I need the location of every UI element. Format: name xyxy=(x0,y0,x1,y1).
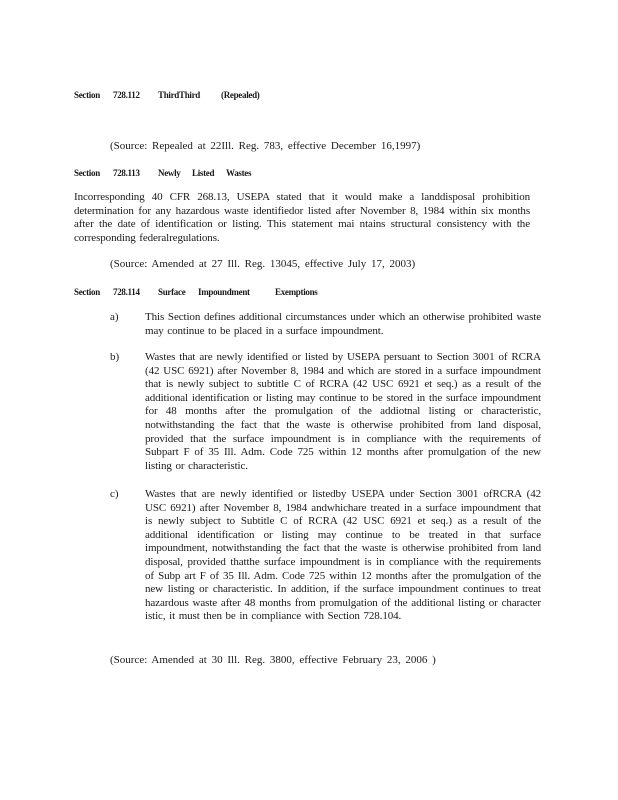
source-note-728-113: (Source: Amended at 27 Ill. Reg. 13045, effective July 17, 2003) xyxy=(110,258,416,270)
section-title-word: Listed xyxy=(192,168,215,178)
source-note-728-114: (Source: Amended at 30 Ill. Reg. 3800, effective February 23, 2006 ) xyxy=(110,654,436,666)
list-item-label: c) xyxy=(110,488,119,500)
list-item-label: a) xyxy=(110,311,119,323)
section-number: 728.114 xyxy=(113,287,140,297)
list-item-text: Wastes that are newly identified or listed by USEPA persuant to Section 3001 of RCRA (42 USC 6921) after November 8, 1984 and which are stored in a surface impoundment that is newly subject to subtitle C of RCRA (42 USC 6921 et seq.) as a result of the additional identification or listing may continue to be stored in the surface impoundment for 48 months after the promulgation of the addiotnal listing or characteristic, notwithstanding the fact that the waste is otherwise prohibited from land disposal, provided that the surface impoundment is in compliance with the requirements of Subpart F of 35 Ill. Adm. Code 725 within 12 months after promulgation of the new listing or characteristic. xyxy=(145,351,541,472)
section-number: 728.113 xyxy=(113,168,140,178)
source-note-728-112: (Source: Repealed at 22Ill. Reg. 783, effective December 16,1997) xyxy=(110,140,421,152)
section-title-word: Newly xyxy=(158,168,181,178)
section-label: Section xyxy=(74,168,100,178)
section-label: Section xyxy=(74,287,100,297)
section-label: Section xyxy=(74,90,100,100)
section-title-word: Surface xyxy=(158,287,186,297)
section-title-status: (Repealed) xyxy=(221,90,260,100)
section-title-word: Impoundment xyxy=(198,287,250,297)
list-item-text: This Section defines additional circumstances under which an otherwise prohibited waste may continue to be placed in a surface impoundment. xyxy=(145,311,541,337)
section-title-word: Exemptions xyxy=(275,287,318,297)
section-number: 728.112 xyxy=(113,90,140,100)
list-item-label: b) xyxy=(110,351,120,363)
list-item-text: Wastes that are newly identified or listedby USEPA under Section 3001 ofRCRA (42 USC 6921) after November 8, 1984 andwhichare treated in a surface impoundment that is newly subject to Subtitle C of RCRA (42 USC 6921 et seq.) as a result of the additional identification or listing may continue to be treated in that surface impoundment, notwithstanding the fact that the waste is otherwise prohibited from land disposal, provided thatthe surface impoundment is in compliance with the requirements of Subp art F of 35 Ill. Adm. Code 725 within 12 months after the promulgation of the new listing or characteristic. In addition, if the surface impoundment continues to treat hazardous waste after 48 months from promulgation of the additional listing or character istic, it must then be in compliance with Section 728.104. xyxy=(145,488,541,623)
section-title-word: Wastes xyxy=(226,168,252,178)
section-728-113-body: Incorresponding 40 CFR 268.13, USEPA stated that it would make a landdisposal prohibition determination for any hazardous waste identifiedor listed after November 8, 1984 within six months after the date of identification or listing. This statement mai ntains structural consistency with the corresponding federalregulations. xyxy=(74,191,530,244)
section-title: ThirdThird xyxy=(158,90,201,100)
